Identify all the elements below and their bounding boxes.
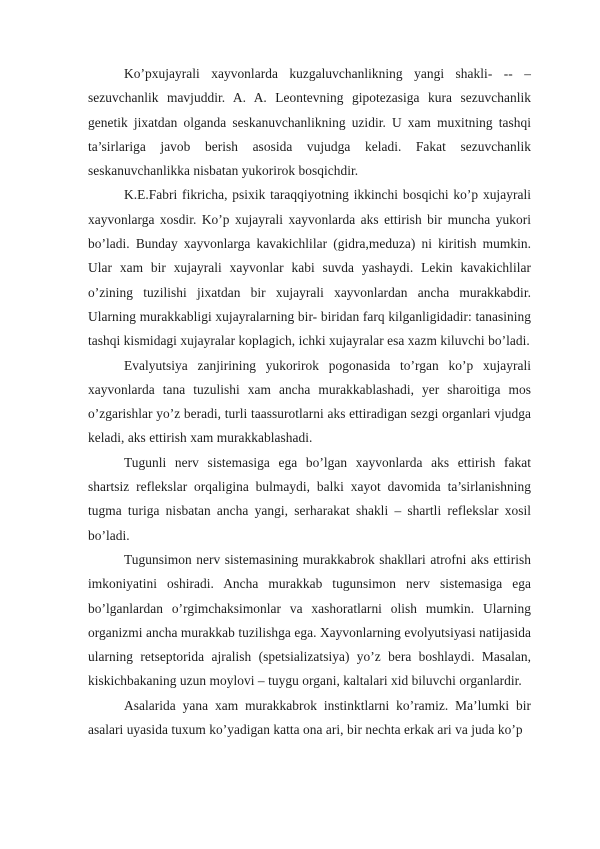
paragraph-fabri: K.E.Fabri fikricha, psixik taraqqiyotning ikkinchi bosqichi ko’p xujayrali xayvonlarga xosdir. Ko’p xujayrali xayvonlarda aks ettirish bir muncha yukori bo’ladi. Bunday xayvonlarga kavakichlilar (gidra,meduza) ni kiritish mumkin. Ular xam bir xujayrali xayvonlar kabi suvda yashaydi. Lekin kavakichlilar o’zining tuzilishi jixatdan bir xujayrali xayvonlardan ancha murakkabdir. Ularning murakkabligi xujayralarning bir- biridan farq kilganligidadir: tanasining tashqi kismidagi xujayralar koplagich, ichki xujayralar esa xazm kiluvchi bo’ladi. (88, 187, 531, 349)
paragraph-nodal-nervous-system: Tugunli nerv sistemasiga ega bo’lgan xayvonlarda aks ettirish fakat shartsiz reflekslar orqaligina bulmaydi, balki xayot davomida ta’sirlanishning tugma turiga nisbatan ancha yangi, serharakat shakli – shartli reflekslar xosil bo’ladi. (88, 454, 531, 543)
paragraph-bees: Asalarida yana xam murakkabrok instinktlarni ko’ramiz. Ma’lumki bir asalari uyasida tuxum ko’yadigan katta ona ari, bir nechta erkak ari va juda ko’p (88, 697, 531, 738)
document-page (88, 62, 531, 742)
paragraph-complex-nervous-system: Tugunsimon nerv sistemasining murakkabrok shakllari atrofni aks ettirish imkoniyatini oshiradi. Ancha murakkab tugunsimon nerv sistemasiga ega bo’lganlardan o’rgimchaksimonlar va xashoratlarni olish mumkin. Ularning organizmi ancha murakkab tuzilishga ega. Xayvonlarning evolyutsiyasi natijasida ularning retseptorida ajralish (spetsializatsiya) yo’z bera boshlaydi. Masalan, kiskichbakaning uzun moylovi – tuygu organi, kaltalari xid biluvchi organlardir. (88, 551, 531, 689)
paragraph-sensitivity: Ko’pxujayrali xayvonlarda kuzgaluvchanlikning yangi shakli- -- – sezuvchanlik mavjuddir. A. A. Leontevning gipotezasiga kura sezuvchanlik genetik jixatdan olganda seskanuvchanlikning uzidir. U xam muxitning tashqi ta’sirlariga javob berish asosida vujudga keladi. Fakat sezuvchanlik seskanuvchanlikka nisbatan yukorirok bosqichdir. (88, 66, 531, 179)
paragraph-evolution: Evalyutsiya zanjirining yukorirok pogonasida to’rgan ko’p xujayrali xayvonlarda tana tuzulishi xam ancha murakkablashadi, yer sharoitiga mos o’zgarishlar yo’z beradi, turli taassurotlarni aks ettiradigan sezgi organlari vjudga keladi, aks ettirish xam murakkablashadi. (88, 357, 531, 446)
